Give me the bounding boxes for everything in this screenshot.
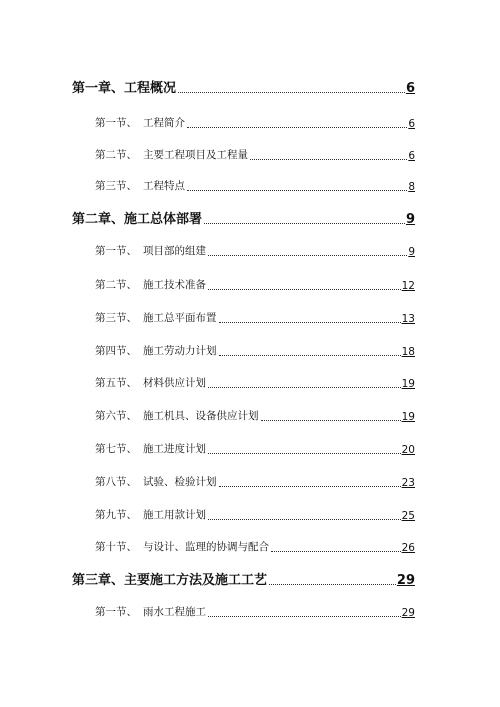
section-number: 第八节、 <box>95 476 137 488</box>
dot-leader <box>204 222 405 224</box>
toc-section[interactable] <box>95 312 415 325</box>
section-number: 第六节、 <box>95 410 137 422</box>
page-number: 19 <box>401 411 415 423</box>
section-title: 施工劳动力计划 <box>143 345 217 357</box>
dot-leader <box>271 550 401 552</box>
page-number: 19 <box>401 378 415 390</box>
section-number: 第三节、 <box>95 180 137 192</box>
toc-section[interactable] <box>95 606 415 619</box>
page-number: 9 <box>408 246 415 258</box>
dot-leader <box>187 126 407 128</box>
section-title: 试验、检验计划 <box>143 476 217 488</box>
page-number: 13 <box>401 313 415 325</box>
page-number: 6 <box>408 150 415 162</box>
section-title: 主要工程项目及工程量 <box>143 149 248 161</box>
toc-chapter[interactable] <box>72 80 415 96</box>
page-number: 6 <box>408 118 415 130</box>
section-title: 施工技术准备 <box>143 279 206 291</box>
toc-section[interactable] <box>95 443 415 456</box>
section-number: 第四节、 <box>95 345 137 357</box>
dot-leader <box>208 386 401 388</box>
dot-leader <box>208 254 407 256</box>
section-number: 第一节、 <box>95 117 137 129</box>
page-number: 25 <box>401 510 415 522</box>
section-title: 施工总平面布置 <box>143 312 217 324</box>
page-number: 26 <box>401 542 415 554</box>
section-title: 施工机具、设备供应计划 <box>143 410 259 422</box>
toc-section[interactable] <box>95 149 415 162</box>
section-number: 第二节、 <box>95 279 137 291</box>
dot-leader <box>219 354 401 356</box>
toc-section[interactable] <box>95 476 415 489</box>
section-title: 工程特点 <box>143 180 185 192</box>
toc-chapter[interactable] <box>72 211 415 227</box>
section-number: 第十节、 <box>95 541 137 553</box>
dot-leader <box>208 615 401 617</box>
section-title: 雨水工程施工 <box>143 606 206 618</box>
toc-section[interactable] <box>95 509 415 522</box>
dot-leader <box>208 288 401 290</box>
page-number: 18 <box>401 346 415 358</box>
page-number: 29 <box>396 573 415 588</box>
section-title: 项目部的组建 <box>143 245 206 257</box>
dot-leader <box>219 321 401 323</box>
page-number: 6 <box>405 81 415 96</box>
section-number: 第五节、 <box>95 377 137 389</box>
section-number: 第二节、 <box>95 149 137 161</box>
dot-leader <box>208 518 401 520</box>
section-number: 第七节、 <box>95 443 137 455</box>
dot-leader <box>219 485 401 487</box>
dot-leader <box>178 91 405 93</box>
chapter-title: 第二章、施工总体部署 <box>72 212 203 227</box>
toc-section[interactable] <box>95 180 415 193</box>
page-number: 29 <box>401 607 415 619</box>
toc-section[interactable] <box>95 117 415 130</box>
dot-leader <box>208 452 401 454</box>
toc-chapter[interactable] <box>72 572 415 588</box>
section-title: 施工进度计划 <box>143 443 206 455</box>
toc-section[interactable] <box>95 245 415 258</box>
section-title: 工程简介 <box>143 117 185 129</box>
toc-section[interactable] <box>95 345 415 358</box>
toc-section[interactable] <box>95 377 415 390</box>
page-number: 9 <box>405 212 415 227</box>
page-number: 20 <box>401 444 415 456</box>
dot-leader <box>269 583 396 585</box>
section-title: 材料供应计划 <box>143 377 206 389</box>
section-number: 第一节、 <box>95 606 137 618</box>
toc-section[interactable] <box>95 279 415 292</box>
section-number: 第九节、 <box>95 509 137 521</box>
dot-leader <box>261 419 401 421</box>
section-title: 与设计、监理的协调与配合 <box>143 541 269 553</box>
toc-section[interactable] <box>95 541 415 554</box>
page-number: 23 <box>401 477 415 489</box>
dot-leader <box>187 189 407 191</box>
section-number: 第三节、 <box>95 312 137 324</box>
section-title: 施工用款计划 <box>143 509 206 521</box>
toc-section[interactable] <box>95 410 415 423</box>
page-number: 8 <box>408 181 415 193</box>
section-number: 第一节、 <box>95 245 137 257</box>
page-number: 12 <box>401 280 415 292</box>
chapter-title: 第一章、工程概况 <box>72 81 177 96</box>
chapter-title: 第三章、主要施工方法及施工工艺 <box>72 573 268 588</box>
dot-leader <box>250 158 407 160</box>
